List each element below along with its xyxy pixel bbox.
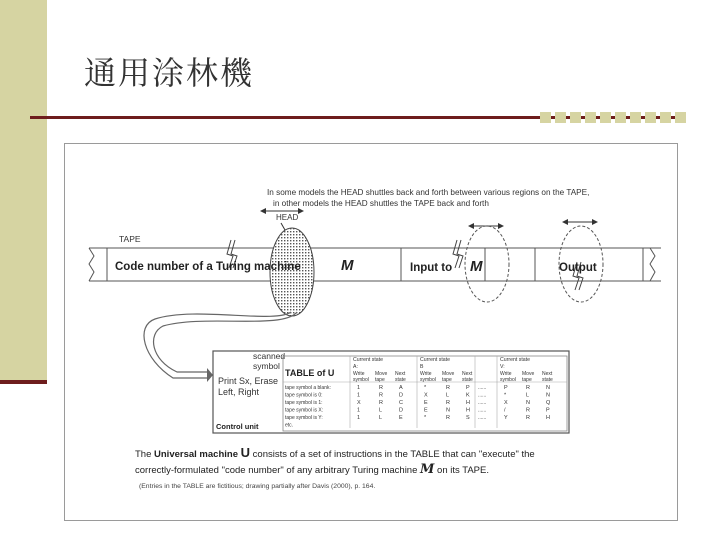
column-header: tape [522,377,532,383]
tape-input-text: Input to [410,262,453,274]
footnote: (Entries in the TABLE are fictitious; drawing partially after Davis (2000), p. 164. [139,483,376,490]
slide-title: 通用涂林機 [84,54,255,92]
column-header: Next [542,371,553,377]
note-line-2: in other models the HEAD shuttles the TAPE back and forth [273,199,489,208]
tape-output-text: Output [559,262,597,274]
tape-code-text: Code number of a Turing machine [115,261,301,273]
table-cell: L [446,392,450,399]
state-header: Current state [500,357,530,363]
table-ellipsis: ...... [478,415,487,421]
column-header: Write [353,371,365,377]
table-cell: N [446,407,450,414]
table-ellipsis: ...... [478,400,487,406]
caption-line-1: The Universal machine U consists of a set of instructions in the TABLE that can "execute" the [135,445,535,460]
table-cell: R [379,385,383,391]
sidebar-rule [0,380,47,384]
scanned-symbol-line-2: symbol [253,361,280,371]
shuttle-arrows [261,211,597,226]
table-cell: E [424,407,428,414]
table-cell: C [399,400,403,406]
note-line-1: In some models the HEAD shuttles back and forth between various regions on the TAPE, [267,188,590,197]
table-cell: N [526,400,530,406]
table-ellipsis: ...... [478,407,487,414]
table-cell: E [399,415,403,421]
table-cell: D [399,407,403,414]
tape-machine-m-1: M [341,257,354,274]
table-cell: * [504,392,507,399]
table-cell: N [546,392,550,399]
table-cell: H [546,415,550,421]
head-pointer [281,223,285,230]
table-row-label: tape symbol a blank: [285,385,331,391]
column-header: Next [395,371,406,377]
table-cell: X [504,400,508,406]
table-cell: P [466,385,470,391]
table-cell: X [357,400,361,406]
diagram-canvas [65,144,677,520]
state-header: Current state [353,357,383,363]
table-ellipsis: ...... [478,392,487,399]
tape-machine-m-2: M [470,258,483,275]
table-cell: N [546,385,550,391]
table-cell: L [379,415,383,421]
column-header: state [542,377,553,383]
scanned-symbol-line-1: scanned [253,351,286,361]
table-cell: 1 [357,392,361,399]
table-cell: 1 [357,415,361,421]
table-row-label: tape symbol is 1: [285,400,323,406]
table-cell: R [526,415,530,421]
table-cell: / [504,407,506,414]
table-cell: X [424,392,428,399]
table-cell: R [379,392,383,399]
print-erase-line-2: Left, Right [218,387,260,397]
state-header: V: [500,364,505,370]
table-cell: H [466,407,470,414]
table-cell: R [446,400,450,406]
state-header: Current state [420,357,450,363]
table-cell: P [504,385,508,391]
table-cell: R [379,400,383,406]
table-cell: K [466,392,470,399]
column-header: Move [375,371,388,377]
table-row-label: tape symbol is 0: [285,392,323,399]
table-cell: * [424,385,427,391]
table-row-label: etc. [285,422,294,429]
table-cell: L [526,392,530,399]
column-header: symbol [500,377,516,383]
table-title: TABLE of U [285,368,335,378]
state-header: A: [353,364,358,370]
column-header: symbol [420,377,436,383]
table-row-label: tape symbol is Y: [285,415,323,421]
column-header: symbol [353,377,369,383]
state-header: B [420,364,424,370]
tape-label: TAPE [119,234,141,244]
table-cell: 1 [357,385,361,391]
control-unit-label: Control unit [216,422,259,431]
column-header: state [462,377,473,383]
table-cell: Q [546,400,551,406]
column-header: state [395,377,406,383]
column-header: tape [442,377,452,383]
table-cell: R [526,407,530,414]
table-ellipsis: ...... [478,385,487,391]
table-cell: R [446,385,450,391]
table-cell: R [526,385,530,391]
column-header: Next [462,371,473,377]
turing-diagram [64,143,678,521]
table-cell: E [424,400,428,406]
table-cell: H [466,400,470,406]
table-row-label: tape symbol is X: [285,407,324,414]
column-header: Write [500,371,512,377]
table-cell: A [399,385,403,391]
table-cell: * [424,415,427,421]
print-erase-line-1: Print Sx, Erase [218,376,279,386]
table-cell: S [466,415,470,421]
column-header: Write [420,371,432,377]
table-cell: Y [504,415,508,421]
table-cell: P [546,407,550,414]
table-cell: R [446,415,450,421]
column-header: tape [375,377,385,383]
table-cell: L [379,407,383,414]
table-cell: D [399,392,403,399]
sidebar-band [0,0,47,384]
column-header: Move [522,371,535,377]
head-label: HEAD [276,213,299,222]
column-header: Move [442,371,455,377]
table-cell: 1 [357,407,361,414]
caption-line-2: correctly-formulated "code number" of any arbitrary Turing machine M on its TAPE. [135,462,489,477]
